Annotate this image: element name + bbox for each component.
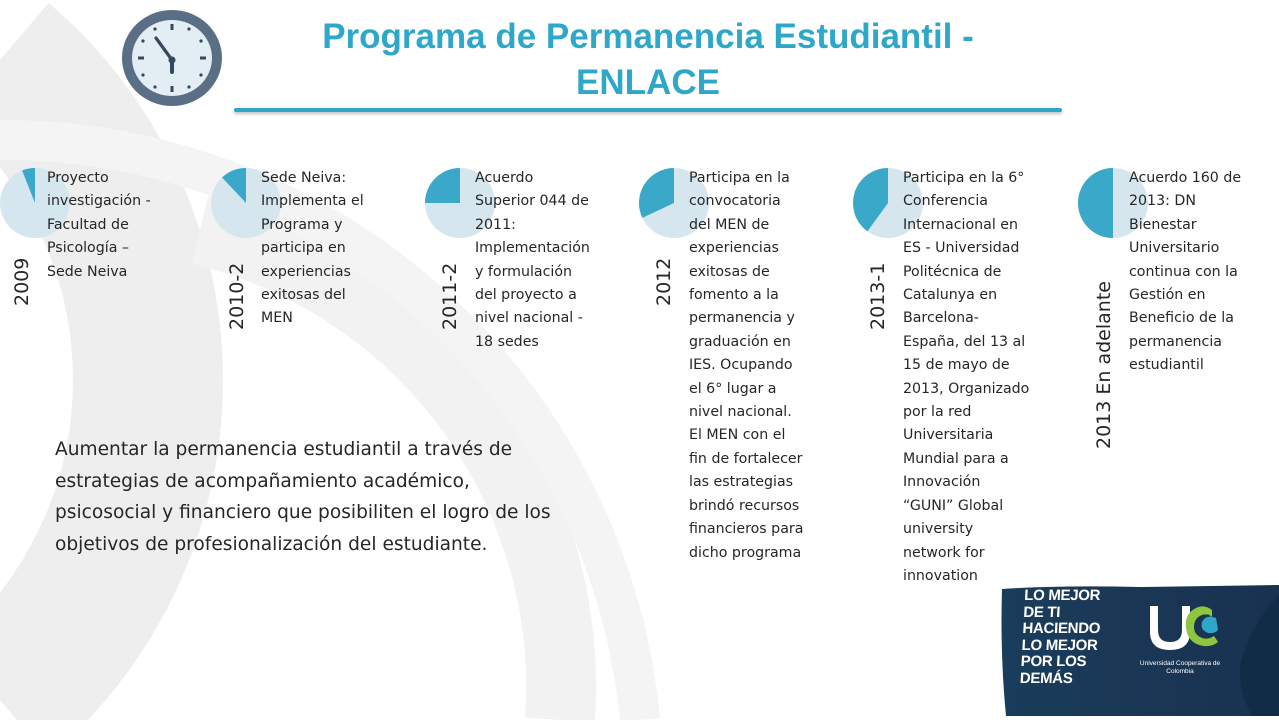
timeline-year: 2012: [653, 257, 675, 306]
progress-pie-slice: [1078, 168, 1113, 238]
objective-text: Aumentar la permanencia estudiantil a través de estrategias de acompañamiento académico, psicosocial y financiero que posibiliten el logro de los objetivos de profesionalización del estudiante.: [55, 439, 551, 555]
progress-pie-slice: [425, 168, 460, 203]
timeline-description: Acuerdo Superior 044 de 2011: Implementación y formulación del proyecto a nivel nacional - 18 sedes: [475, 170, 590, 350]
timeline-description: Participa en la convocatoria del MEN de experiencias exitosas de fomento a la permanencia y graduación en IES. Ocupando el 6° lugar a nivel nacional. El MEN con el fin de fortalecer las estrategias brindó recursos financieros para dicho programa: [689, 170, 804, 561]
logo-slogan: LO MEJOR DE TI HACIENDO LO MEJOR POR LOS DEMÁS: [1019, 587, 1101, 687]
timeline-description: Acuerdo 160 de 2013: DN Bienestar Universitario continua con la Gestión en Beneficio de la permanencia estudiantil: [1129, 170, 1242, 374]
timeline-description: Sede Neiva: Implementa el Programa y participa en experiencias exitosas del MEN: [261, 170, 364, 327]
timeline-year: 2010-2: [226, 262, 248, 330]
page-title: [230, 14, 1066, 106]
title-line-1: Programa de Permanencia Estudiantil -: [322, 17, 974, 56]
timeline-year: 2013 En adelante: [1093, 281, 1115, 449]
timeline-description: Proyecto investigación - Facultad de Psicología – Sede Neiva: [47, 170, 151, 280]
university-logo-mark: [1146, 600, 1220, 652]
timeline-year: 2009: [11, 257, 33, 306]
timeline-year: 2013-1: [867, 262, 889, 330]
timeline-description: Participa en la 6° Conferencia Internacional en ES - Universidad Politécnica de Catalunya en Barcelona- España, del 13 al 15 de mayo de 2013, Organizado por la red Universitaria Mundial para a Innovación “GUNI” Global university network for innovation: [903, 170, 1030, 584]
university-name: Universidad Cooperativa de Colombia: [1139, 660, 1221, 675]
clock-icon: [118, 6, 226, 110]
title-underline: [234, 108, 1062, 112]
title-line-2: ENLACE: [576, 63, 720, 102]
timeline-year: 2011-2: [439, 262, 461, 330]
